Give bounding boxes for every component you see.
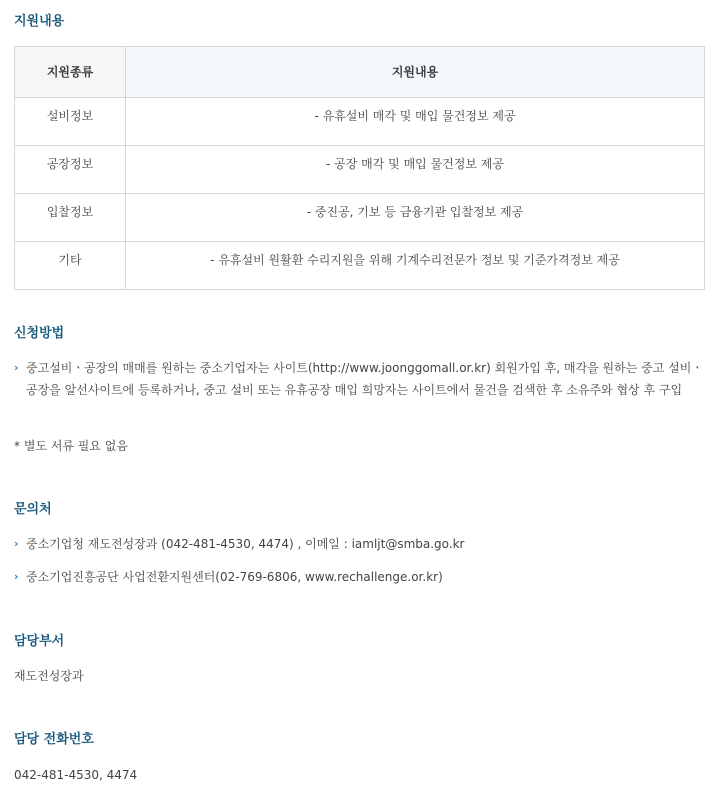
contact-item-text: 중소기업청 재도전성장과 (042-481-4530, 4474) , 이메일 : iamljt@smba.go.kr	[26, 537, 465, 551]
table-cell-type: 설비정보	[15, 98, 126, 146]
column-header-type: 지원종류	[15, 47, 126, 98]
table-row	[15, 98, 705, 146]
apply-method-text: 중고설비ㆍ공장의 매매를 원하는 중소기업자는 사이트(http://www.joonggomall.or.kr) 회원가입 후, 매각을 원하는 중고 설비ㆍ공장을 알선사이트에 등록하거나, 중고 설비 또는 유휴공장 매입 희망자는 사이트에서 물건을 검색한 후 소유주와 협상 후 구입	[26, 361, 703, 397]
chevron-right-icon: ›	[14, 537, 19, 550]
table-cell-type: 기타	[15, 242, 126, 290]
contact-item-text: 중소기업진흥공단 사업전환지원센터(02-769-6806, www.rechallenge.or.kr)	[26, 570, 443, 584]
department-value: 재도전성장과	[14, 669, 84, 683]
table-cell-type: 입찰정보	[15, 194, 126, 242]
table-cell-content: - 중진공, 기보 등 금융기관 입찰정보 제공	[126, 194, 705, 242]
chevron-right-icon: ›	[14, 570, 19, 583]
apply-method-item	[14, 357, 704, 401]
contact-section-title: 문의처	[14, 502, 52, 517]
phone-value: 042-481-4530, 4474	[14, 768, 138, 782]
apply-section-title: 신청방법	[14, 326, 65, 341]
contact-item	[14, 566, 704, 588]
table-cell-type: 공장정보	[15, 146, 126, 194]
table-row	[15, 194, 705, 242]
apply-note: * 별도 서류 필요 없음	[14, 439, 128, 453]
support-table	[14, 46, 705, 290]
chevron-right-icon: ›	[14, 361, 19, 374]
department-section-title: 담당부서	[14, 634, 65, 649]
table-cell-content: - 공장 매각 및 매입 물건정보 제공	[126, 146, 705, 194]
table-row	[15, 146, 705, 194]
support-section-title: 지원내용	[14, 14, 65, 29]
table-row	[15, 242, 705, 290]
table-header-row	[15, 47, 705, 98]
table-cell-content: - 유휴설비 원활환 수리지원을 위해 기계수리전문가 정보 및 기준가격정보 제공	[126, 242, 705, 290]
contact-item	[14, 533, 704, 555]
phone-section-title: 담당 전화번호	[14, 732, 94, 747]
table-cell-content: - 유휴설비 매각 및 매입 물건정보 제공	[126, 98, 705, 146]
column-header-content: 지원내용	[126, 47, 705, 98]
